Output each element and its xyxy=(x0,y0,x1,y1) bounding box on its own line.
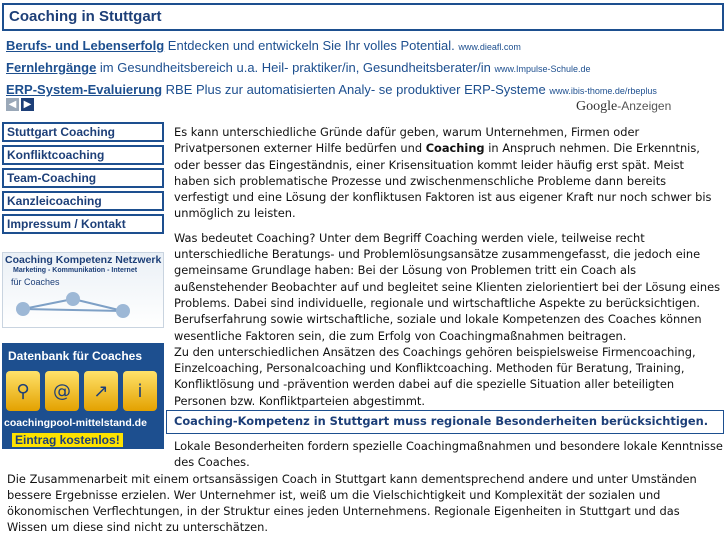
network-diagram-icon xyxy=(3,289,163,329)
banner-title: Coaching Kompetenz Netzwerk xyxy=(5,254,162,266)
sidebar-item-konfliktcoaching[interactable]: Konfliktcoaching xyxy=(2,145,164,165)
coaching-network-banner[interactable] xyxy=(2,252,164,328)
intro-paragraph: Es kann unterschiedliche Gründe dafür geben, warum Unternehmen, Firmen oder Privatpersonen externer Hilfe bedürfen und Coaching in Anspruch nehmen. Die Erkenntnis, oder besser das Eingeständnis, einer Krisensituation kommt leider häufig erst spät. Meist haben sich problematische Prozesse und zwischenmenschliche Probleme dann bereits verfestigt und eine Lösung der konfliktusen Faktoren ist aus eigener Kraft nur noch schwer bis unmöglich zu leisten. xyxy=(174,125,712,221)
ad-title-link[interactable]: Berufs- und Lebenserfolg xyxy=(6,38,165,53)
banner-url: coachingpool-mittelstand.de xyxy=(4,417,147,429)
google-ads-label[interactable] xyxy=(576,99,671,115)
contact-icon: @ xyxy=(45,371,79,411)
approaches-paragraph: Zu den unterschiedlichen Ansätzen des Coachings gehören beispielsweise Firmencoaching, Einzelcoaching, Personalcoaching und Konfliktcoaching. Methoden für Beratung, Training, Konfliktlösung und -prävention werden dabei auf die spezielle Situation aller beteiligten Personen bzw. Konfliktparteien abgestimmt. xyxy=(174,344,696,408)
banner-subtitle: Marketing - Kommunikation - Internet xyxy=(13,267,138,274)
banner-icons xyxy=(6,371,160,415)
sidebar-item-team-coaching[interactable]: Team-Coaching xyxy=(2,168,164,188)
ad-text[interactable]: Entdecken und entwickeln Sie Ihr volles Potential. xyxy=(164,38,455,53)
section-paragraph: Die Zusammenarbeit mit einem ortsansässigen Coach in Stuttgart kann dementsprechend andere und unter Umständen bessere Ergebnisse erzielen. Wer Unternehmer ist, weiß um die Vielschichtigkeit und Komplexität der sozialen und ökonomischen Verflechtungen, in der Struktur eines jeden Unternehmens. Regionale Eigenheiten in Stuttgart und das Wissen um diese sind nicht zu unterschätzen. xyxy=(7,471,697,535)
ad-block xyxy=(6,37,722,103)
info-icon: i xyxy=(123,371,157,411)
search-icon: ⚲ xyxy=(6,371,40,411)
chevron-left-icon[interactable]: ◀ xyxy=(6,98,19,111)
page-title: Coaching in Stuttgart xyxy=(9,8,162,25)
page-header xyxy=(2,3,724,31)
google-logo: Google xyxy=(576,99,618,114)
definition-paragraph: Was bedeutet Coaching? Unter dem Begriff Coaching werden viele, teilweise recht unterschiedliche Beratungs- und Problemlösungsansätze zusammengefasst, die jedoch eine gemeinsame Grundlage haben: Bei der Lösung von Problemen tritt ein Coach als außenstehender Beobachter auf und begleitet seine Klienten zielorientiert bei der Lösung eines Problems. Dabei sind individuelle, regionale und wirtschaftliche Aspekte zu berücksichtigen. Berufserfahrung sowie wirtschaftliche, soziale und lokale Kompetenzen des Coaches können wesentliche Faktoren sein, die zum Erfolg von Coachingmaßnahmen beitragen. xyxy=(174,230,721,343)
ad-text[interactable]: RBE Plus zur automatisierten Analy- se produktiver ERP-Systeme xyxy=(162,82,546,97)
ad-url[interactable]: www.ibis-thome.de/rbeplus xyxy=(549,86,657,96)
main-content xyxy=(174,124,722,409)
section-heading: Coaching-Kompetenz in Stuttgart muss regionale Besonderheiten berücksichtigen. xyxy=(166,410,724,434)
free-entry-button[interactable]: Eintrag kostenlos! xyxy=(12,433,123,447)
ad-item[interactable] xyxy=(6,59,722,81)
sidebar-item-stuttgart-coaching[interactable]: Stuttgart Coaching xyxy=(2,122,164,142)
sidebar-nav xyxy=(2,122,164,237)
banner-title: Datenbank für Coaches xyxy=(8,349,143,363)
ad-title-link[interactable]: ERP-System-Evaluierung xyxy=(6,82,163,97)
section-text xyxy=(7,438,723,536)
coaching-database-banner[interactable] xyxy=(2,343,164,449)
ad-pager xyxy=(6,98,34,111)
ad-url[interactable]: www.dieafl.com xyxy=(458,42,521,52)
ad-item[interactable] xyxy=(6,37,722,59)
chart-icon: ↗ xyxy=(84,371,118,411)
banner-tagline: für Coaches xyxy=(11,277,60,287)
ad-url[interactable]: www.Impulse-Schule.de xyxy=(494,64,591,74)
coaching-emphasis: Coaching xyxy=(425,141,485,156)
chevron-right-icon[interactable]: ▶ xyxy=(21,98,34,111)
sidebar-item-impressum[interactable]: Impressum / Kontakt xyxy=(2,214,164,234)
ad-title-link[interactable]: Fernlehrgänge xyxy=(6,60,97,75)
ads-label: -Anzeigen xyxy=(617,99,672,113)
sidebar-item-kanzleicoaching[interactable]: Kanzleicoaching xyxy=(2,191,164,211)
section-paragraph: Lokale Besonderheiten fordern spezielle Coachingmaßnahmen und besondere lokale Kenntnisse des Coaches. xyxy=(174,439,723,470)
ad-text[interactable]: im Gesundheitsbereich u.a. Heil- praktiker/in, Gesundheitsberater/in xyxy=(96,60,491,75)
